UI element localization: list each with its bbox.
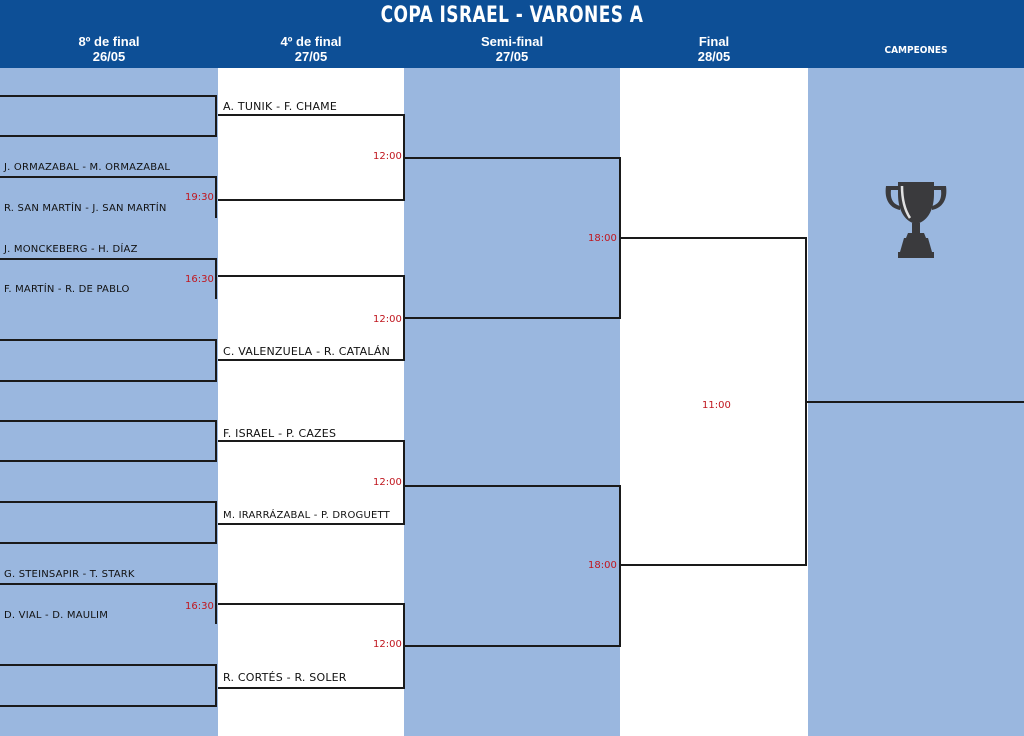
r16-match-1-lines <box>0 96 216 136</box>
team-name: F. ISRAEL - P. CAZES <box>223 427 337 440</box>
team-name: F. MARTÍN - R. DE PABLO <box>4 284 130 295</box>
column-date: 27/05 <box>495 49 529 64</box>
team-name: R. SAN MARTÍN - J. SAN MARTÍN <box>4 203 167 214</box>
column-date: 27/05 <box>294 49 328 64</box>
r16-match-4-lines <box>0 340 216 381</box>
match-time: 12:00 <box>373 151 402 162</box>
match-time: 18:00 <box>588 560 617 571</box>
team-name: R. CORTÉS - R. SOLER <box>223 671 347 684</box>
team-name: J. ORMAZABAL - M. ORMAZABAL <box>4 162 171 173</box>
match-time: 12:00 <box>373 314 402 325</box>
match-time: 19:30 <box>185 192 214 203</box>
column-date: 28/05 <box>697 49 731 64</box>
match-time: 18:00 <box>588 233 617 244</box>
team-name: C. VALENZUELA - R. CATALÁN <box>223 345 391 358</box>
match-time: 16:30 <box>185 601 214 612</box>
champions-header: CAMPEONES <box>884 45 948 56</box>
column-label: 8º de final <box>78 34 140 49</box>
column-date: 26/05 <box>92 49 126 64</box>
match-time: 12:00 <box>373 477 402 488</box>
match-time: 11:00 <box>702 400 731 411</box>
match-time: 16:30 <box>185 274 214 285</box>
r16-match-8-lines <box>0 665 216 706</box>
r16-match-5-lines <box>0 421 216 461</box>
team-name: G. STEINSAPIR - T. STARK <box>4 569 135 580</box>
column-label: Semi-final <box>480 34 544 49</box>
column-label: 4º de final <box>280 34 342 49</box>
column-label: Final <box>698 34 730 49</box>
team-name: A. TUNIK - F. CHAME <box>223 100 338 113</box>
page-title: COPA ISRAEL - VARONES A <box>380 3 644 28</box>
match-time: 12:00 <box>373 639 402 650</box>
team-name: D. VIAL - D. MAULIM <box>4 610 109 621</box>
trophy-icon <box>880 178 952 262</box>
team-name: M. IRARRÁZABAL - P. DROGUETT <box>223 510 390 521</box>
r16-match-6-lines <box>0 502 216 543</box>
team-name: J. MONCKEBERG - H. DÍAZ <box>4 244 138 255</box>
